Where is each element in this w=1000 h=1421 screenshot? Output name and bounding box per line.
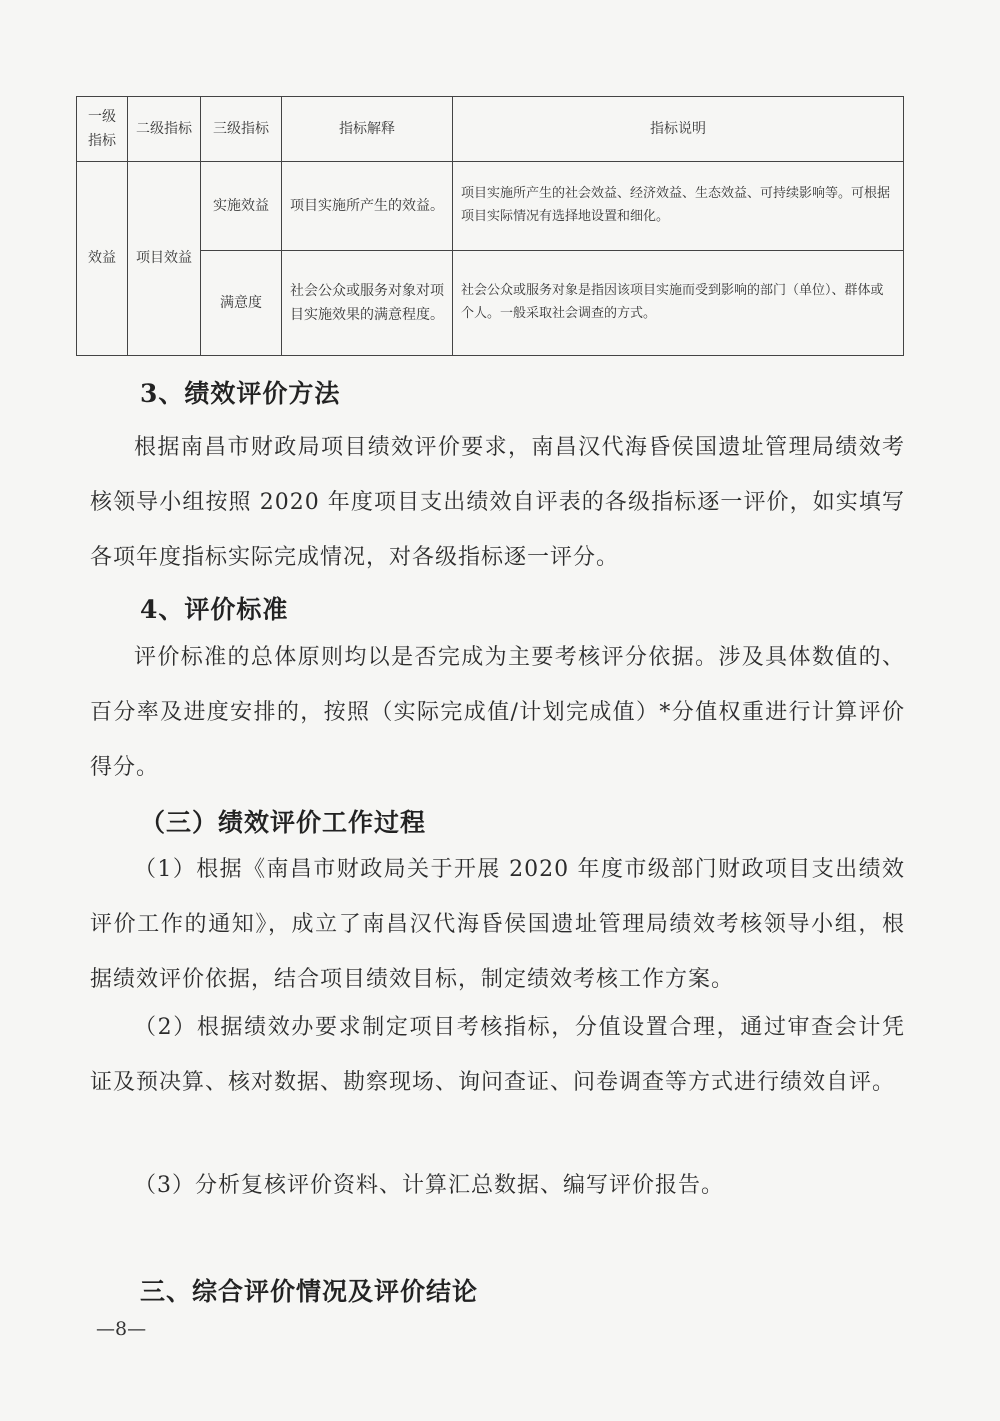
header-description: 指标说明 — [453, 97, 904, 162]
indicator-table — [76, 96, 904, 356]
cell-description: 项目实施所产生的社会效益、经济效益、生态效益、可持续影响等。可根据项目实际情况有选择地设置和细化。 — [453, 162, 904, 251]
paragraph-standard: 评价标准的总体原则均以是否完成为主要考核评分依据。涉及具体数值的、百分率及进度安排的，按照（实际完成值/计划完成值）*分值权重进行计算评价得分。 — [90, 645, 905, 780]
page-number: —8— — [96, 1318, 147, 1340]
header-level3: 三级指标 — [201, 97, 282, 162]
table-row — [77, 162, 904, 251]
cell-explanation: 社会公众或服务对象对项目实施效果的满意程度。 — [282, 251, 453, 356]
header-level2: 二级指标 — [128, 97, 201, 162]
cell-description: 社会公众或服务对象是指因该项目实施而受到影响的部门（单位）、群体或个人。一般采取社会调查的方式。 — [453, 251, 904, 356]
section-heading-method: 3、绩效评价方法 — [140, 379, 341, 408]
paragraph-process-3: （3）分析复核评价资料、计算汇总数据、编写评价报告。 — [134, 1173, 724, 1198]
cell-level3: 满意度 — [201, 251, 282, 356]
cell-explanation: 项目实施所产生的效益。 — [282, 162, 453, 251]
section-heading-process: （三）绩效评价工作过程 — [140, 808, 427, 837]
header-explanation: 指标解释 — [282, 97, 453, 162]
table-row — [77, 251, 904, 356]
cell-level1: 效益 — [77, 162, 128, 356]
paragraph-method: 根据南昌市财政局项目绩效评价要求，南昌汉代海昏侯国遗址管理局绩效考核领导小组按照 2020 年度项目支出绩效自评表的各级指标逐一评价，如实填写各项年度指标实际完成情况，对各级指标逐一评分。 — [90, 435, 905, 570]
chapter-heading-conclusion: 三、综合评价情况及评价结论 — [140, 1277, 479, 1306]
section-heading-standard: 4、评价标准 — [140, 595, 289, 624]
header-level1: 一级指标 — [77, 97, 128, 162]
cell-level3: 实施效益 — [201, 162, 282, 251]
table-header-row — [77, 97, 904, 162]
paragraph-process-2: （2）根据绩效办要求制定项目考核指标，分值设置合理，通过审查会计凭证及预决算、核对数据、勘察现场、询问查证、问卷调查等方式进行绩效自评。 — [90, 1015, 905, 1095]
paragraph-process-1: （1）根据《南昌市财政局关于开展 2020 年度市级部门财政项目支出绩效评价工作的通知》，成立了南昌汉代海昏侯国遗址管理局绩效考核领导小组，根据绩效评价依据，结合项目绩效目标，制定绩效考核工作方案。 — [90, 857, 905, 992]
cell-level2: 项目效益 — [128, 162, 201, 356]
